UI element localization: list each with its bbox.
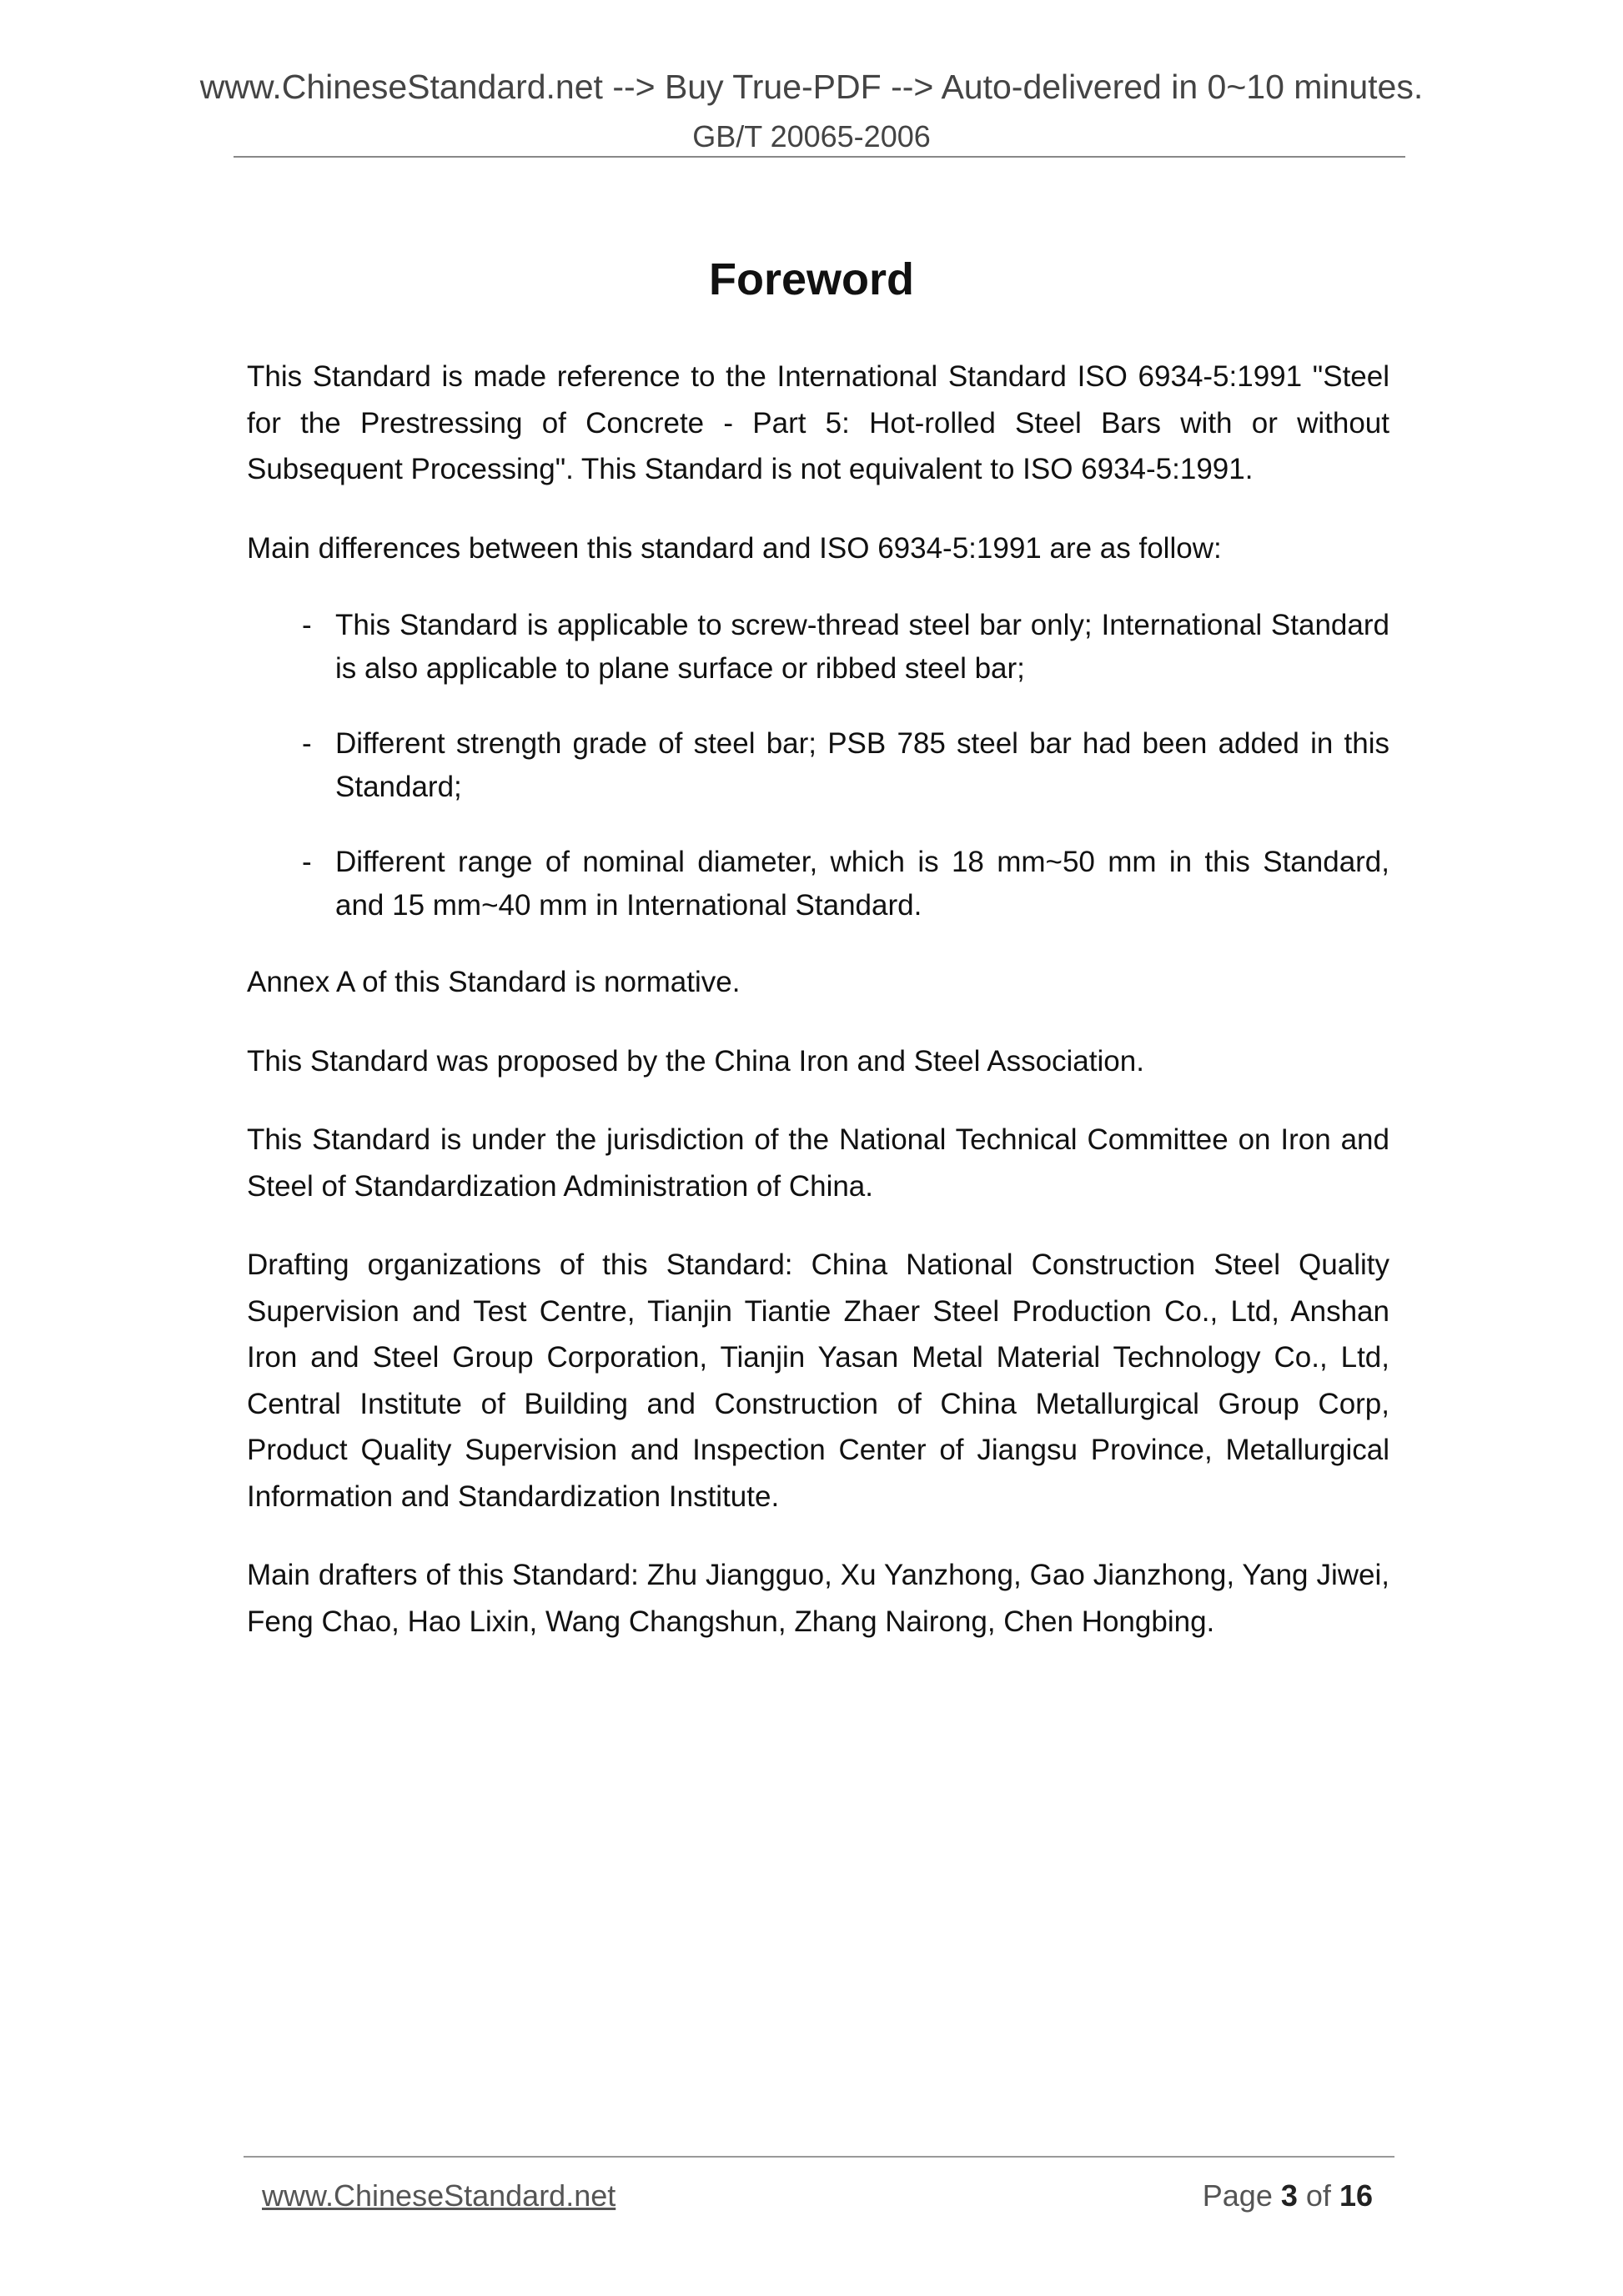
paragraph-main-drafters: Main drafters of this Standard: Zhu Jiangguo, Xu Yanzhong, Gao Jianzhong, Yang Jiwei, Feng Chao, Hao Lixin, Wang Changshun, Zhang Nairong, Chen Hongbing. (247, 1559, 1389, 1638)
list-item (247, 604, 1389, 691)
page-title: Foreword (708, 254, 914, 304)
page-label: Page (1202, 2178, 1273, 2213)
paragraph-reference: This Standard is made reference to the International Standard ISO 6934-5:1991 "Steel for the Prestressing of Concrete - Part 5: Hot-rolled Steel Bars with or without Subsequent Processing". This Standard is not equivalent to ISO 6934-5:1991. (247, 360, 1389, 485)
bullet-dash: - (302, 727, 312, 760)
current-page: 3 (1280, 2178, 1298, 2213)
list-item-text: Different range of nominal diameter, which is 18 mm~50 mm in this Standard, and 15 mm~40 mm in International Standard. (335, 846, 1389, 922)
bullet-dash: - (302, 609, 312, 641)
header-divider (234, 156, 1405, 158)
paragraph-proposed-by: This Standard was proposed by the China Iron and Steel Association. (247, 1044, 1144, 1078)
page-of: of (1305, 2178, 1331, 2213)
footer-divider (244, 2156, 1394, 2158)
paragraph-drafting-organizations: Drafting organizations of this Standard: China National Construction Steel Quality Supervision and Test Centre, Tianjin Tiantie Zhaer Steel Production Co., Ltd, Anshan Iron and Steel Group Corporation, Tianjin Yasan Metal Material Technology Co., Ltd, Central Institute of Building and Construction of China Metallurgical Group Corp, Product Quality Supervision and Inspection Center of Jiangsu Province, Metallurgical Information and Standardization Institute. (247, 1248, 1389, 1513)
list-item (247, 841, 1389, 927)
bullet-dash: - (302, 846, 312, 878)
paragraph-annex: Annex A of this Standard is normative. (247, 966, 741, 998)
list-item-text: This Standard is applicable to screw-thread steel bar only; International Standard is also applicable to plane surface or ribbed steel bar; (335, 609, 1389, 685)
foreword-body (247, 354, 1389, 1677)
paragraph-differences-intro: Main differences between this standard and ISO 6934-5:1991 are as follow: (247, 531, 1222, 565)
list-item (247, 722, 1389, 809)
total-pages: 16 (1339, 2178, 1373, 2213)
header-banner: www.ChineseStandard.net --> Buy True-PDF --> Auto-delivered in 0~10 minutes. (199, 68, 1424, 106)
paragraph-jurisdiction: This Standard is under the jurisdiction of the National Technical Committee on Iron and Steel of Standardization Administration of China. (247, 1123, 1389, 1203)
footer-website-link[interactable]: www.ChineseStandard.net (262, 2178, 616, 2213)
page-number (1203, 2175, 1373, 2217)
list-item-text: Different strength grade of steel bar; PSB 785 steel bar had been added in this Standard; (335, 727, 1389, 803)
standard-code: GB/T 20065-2006 (692, 119, 931, 153)
